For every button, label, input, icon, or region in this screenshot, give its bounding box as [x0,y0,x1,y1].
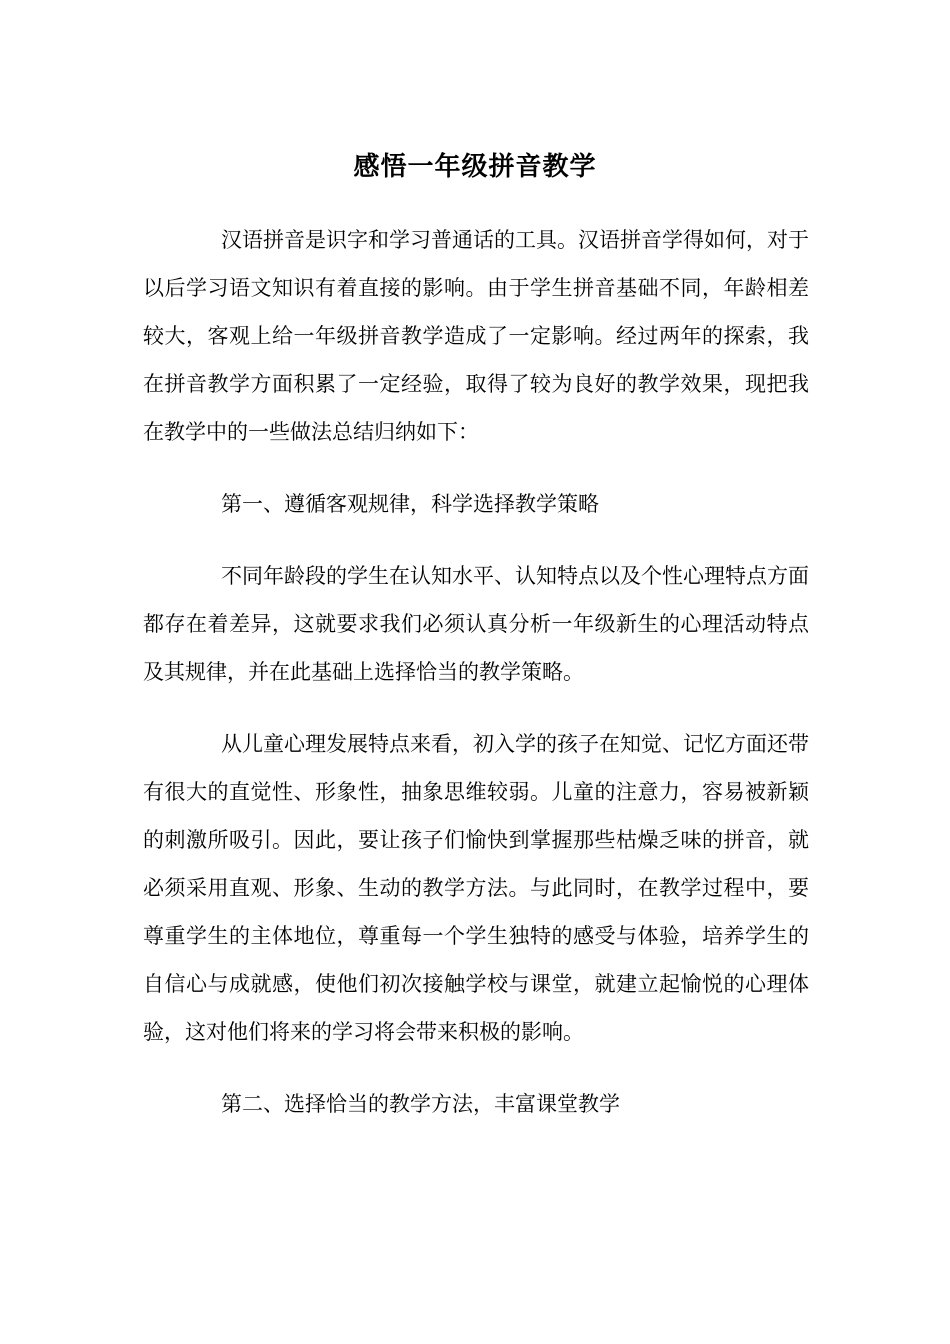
document-body [143,216,809,1128]
document-title: 感悟一年级拼音教学 [353,152,597,183]
paragraph-cognitive-differences: 不同年龄段的学生在认知水平、认知特点以及个性心理特点方面都存在着差异，这就要求我们必须认真分析一年级新生的心理活动特点及其规律，并在此基础上选择恰当的教学策略。 [143,564,809,684]
paragraph-intro: 汉语拼音是识字和学习普通话的工具。汉语拼音学得如何，对于以后学习语文知识有着直接的影响。由于学生拼音基础不同，年龄相差较大，客观上给一年级拼音教学造成了一定影响。经过两年的探索，我在拼音教学方面积累了一定经验，取得了较为良好的教学效果，现把我在教学中的一些做法总结归纳如下： [143,228,809,444]
section-heading-2: 第二、选择恰当的教学方法，丰富课堂教学 [221,1092,620,1116]
paragraph-child-psychology: 从儿童心理发展特点来看，初入学的孩子在知觉、记忆方面还带有很大的直觉性、形象性，抽象思维较弱。儿童的注意力，容易被新颖的刺激所吸引。因此，要让孩子们愉快到掌握那些枯燥乏味的拼音，就必须采用直观、形象、生动的教学方法。与此同时，在教学过程中，要尊重学生的主体地位，尊重每一个学生独特的感受与体验，培养学生的自信心与成就感，使他们初次接触学校与课堂，就建立起愉悦的心理体验，这对他们将来的学习将会带来积极的影响。 [143,732,809,1044]
section-heading-1: 第一、遵循客观规律，科学选择教学策略 [221,492,599,516]
